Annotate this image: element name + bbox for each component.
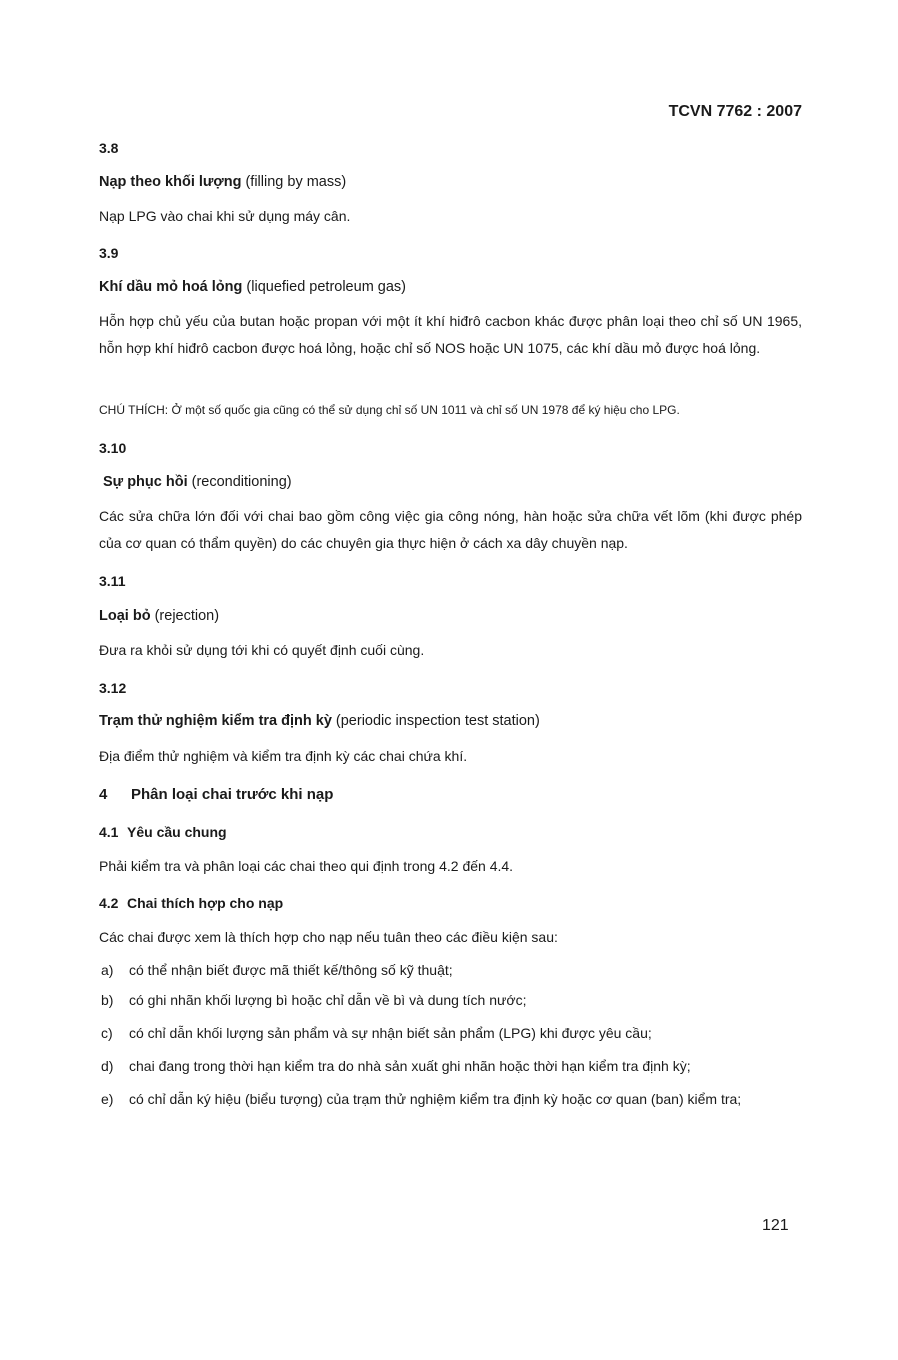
list-text: chai đang trong thời hạn kiểm tra do nhà sản xuất ghi nhãn hoặc thời hạn kiểm tra định kỳ; (129, 1058, 691, 1074)
list-marker: d) (101, 1058, 114, 1074)
list-marker: c) (101, 1025, 113, 1041)
list-item (101, 962, 453, 978)
subsection-title: Yêu cầu chung (127, 824, 227, 840)
section-number: 4 (99, 786, 108, 803)
clause-definition-3-12: Địa điểm thử nghiệm và kiểm tra định kỳ các chai chứa khí. (99, 748, 468, 764)
clause-number-3-12: 3.12 (99, 680, 127, 696)
term-en: (rejection) (150, 608, 220, 624)
term-vi: Sự phục hồi (103, 474, 188, 490)
list-marker: a) (101, 962, 114, 978)
subsection-number: 4.1 (99, 824, 119, 840)
subsection-number: 4.2 (99, 895, 119, 911)
clause-definition-3-10: Các sửa chữa lớn đối với chai bao gồm công việc gia công nóng, hàn hoặc sửa chữa vết lõm (khi được phép của cơ quan có thẩm quyền) do các chuyên gia thực hiện ở cách xa dây chuyền nạp. (99, 508, 802, 551)
term-en: (reconditioning) (187, 474, 292, 490)
term-vi: Trạm thử nghiệm kiểm tra định kỳ (99, 713, 332, 729)
clause-definition-3-8: Nạp LPG vào chai khi sử dụng máy cân. (99, 208, 351, 224)
clause-number-3-8: 3.8 (99, 140, 119, 156)
section-title: Phân loại chai trước khi nạp (131, 786, 334, 803)
section-heading-4 (99, 786, 333, 803)
clause-term-3-10 (103, 474, 292, 490)
term-vi: Nạp theo khối lượng (99, 174, 242, 190)
clause-term-3-8 (99, 174, 346, 190)
subsection-title: Chai thích hợp cho nạp (127, 895, 284, 911)
clause-term-3-11 (99, 608, 219, 624)
clause-number-3-11: 3.11 (99, 573, 126, 589)
list-item (101, 1091, 741, 1107)
subsection-heading-4-2 (99, 895, 283, 911)
term-vi: Loại bỏ (99, 608, 151, 624)
clause-number-3-9: 3.9 (99, 245, 119, 261)
standard-header: TCVN 7762 : 2007 (668, 103, 802, 120)
list-item (101, 1025, 652, 1041)
list-text: có thể nhận biết được mã thiết kế/thông số kỹ thuật; (129, 962, 453, 978)
term-en: (periodic inspection test station) (331, 713, 540, 729)
term-en: (filling by mass) (241, 174, 347, 190)
clause-definition-3-11: Đưa ra khỏi sử dụng tới khi có quyết định cuối cùng. (99, 642, 425, 658)
subsection-heading-4-1 (99, 824, 227, 840)
clause-term-3-12 (99, 713, 540, 729)
clause-number-3-10: 3.10 (99, 440, 127, 456)
list-marker: e) (101, 1091, 114, 1107)
subsection-intro-4-2: Các chai được xem là thích hợp cho nạp nếu tuân theo các điều kiện sau: (99, 929, 558, 945)
list-text: có ghi nhãn khối lượng bì hoặc chỉ dẫn về bì và dung tích nước; (129, 992, 527, 1008)
clause-note-3-9: CHÚ THÍCH: Ở một số quốc gia cũng có thể sử dụng chỉ số UN 1011 và chỉ số UN 1978 để ký hiệu cho LPG. (99, 403, 680, 417)
list-text: có chỉ dẫn khối lượng sản phẩm và sự nhận biết sản phẩm (LPG) khi được yêu cầu; (129, 1025, 652, 1041)
list-item (101, 1058, 691, 1074)
term-vi: Khí dầu mỏ hoá lỏng (99, 279, 243, 295)
clause-term-3-9 (99, 279, 406, 295)
list-marker: b) (101, 992, 114, 1008)
subsection-text-4-1: Phải kiểm tra và phân loại các chai theo qui định trong 4.2 đến 4.4. (99, 858, 514, 874)
page-number: 121 (762, 1217, 789, 1234)
term-en: (liquefied petroleum gas) (242, 279, 407, 295)
list-text: có chỉ dẫn ký hiệu (biểu tượng) của trạm thử nghiệm kiểm tra định kỳ hoặc cơ quan (ban) kiểm tra; (129, 1091, 742, 1107)
list-item (101, 992, 526, 1008)
clause-definition-3-9: Hỗn hợp chủ yếu của butan hoặc propan với một ít khí hiđrô cacbon khác được phân loại theo chỉ số UN 1965, hỗn hợp khí hiđrô cacbon được hoá lỏng, hoặc chỉ số NOS hoặc UN 1075, các khí dầu mỏ được hoá lỏng. (99, 313, 802, 356)
